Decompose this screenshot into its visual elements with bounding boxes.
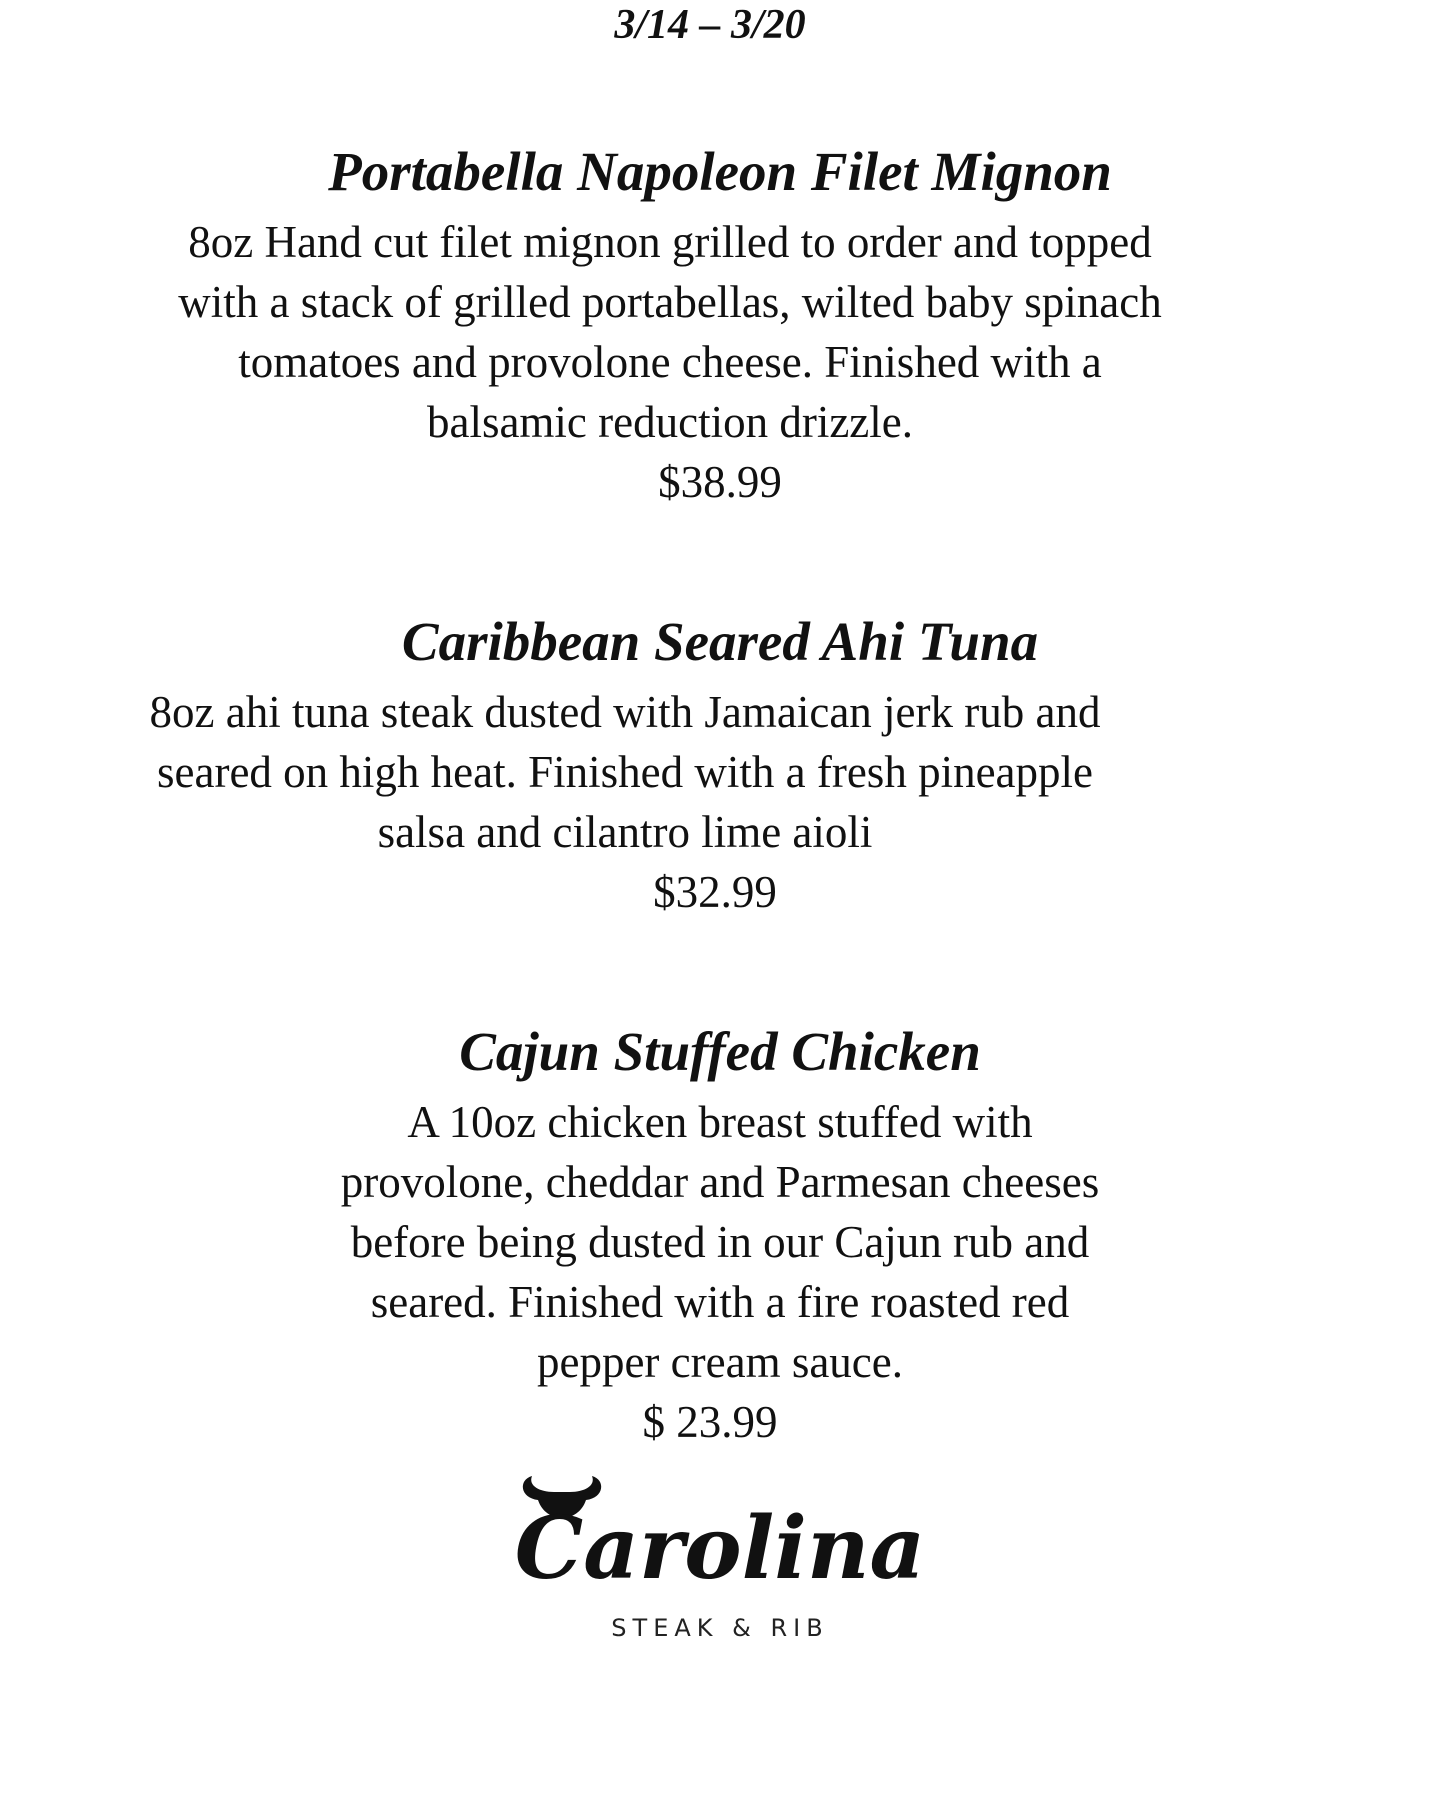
logo-script-text: Carolina [514, 1498, 926, 1599]
dish-title: Cajun Stuffed Chicken [459, 1021, 981, 1082]
dish-price: $32.99 [653, 867, 777, 917]
restaurant-logo [0, 1470, 1440, 1642]
menu-item-cajun-chicken [0, 1020, 1440, 1452]
dish-description: A 10oz chicken breast stuffed with provolone, cheddar and Parmesan cheeses before being dusted in our Cajun rub and seared. Finished with a fire roasted red pepper cream sauce. [340, 1097, 1100, 1387]
bull-horns-icon [510, 1470, 930, 1610]
date-range: 3/14 – 3/20 [614, 2, 806, 48]
dish-description: 8oz ahi tuna steak dusted with Jamaican jerk rub and seared on high heat. Finished with a fresh pineapple salsa and cilantro lime aioli [149, 687, 1101, 857]
menu-item-ahi-tuna [0, 610, 1440, 922]
dish-title: Caribbean Seared Ahi Tuna [401, 611, 1039, 672]
dish-description: 8oz Hand cut filet mignon grilled to order and topped with a stack of grilled portabellas, wilted baby spinach tomatoes and provolone cheese. Finished with a balsamic reduction drizzle. [178, 217, 1162, 447]
logo-subtitle: STEAK & RIB [611, 1614, 829, 1642]
dish-title: Portabella Napoleon Filet Mignon [328, 141, 1112, 202]
dish-price: $ 23.99 [642, 1397, 778, 1447]
menu-item-filet-mignon [0, 140, 1440, 512]
dish-price: $38.99 [658, 457, 782, 507]
